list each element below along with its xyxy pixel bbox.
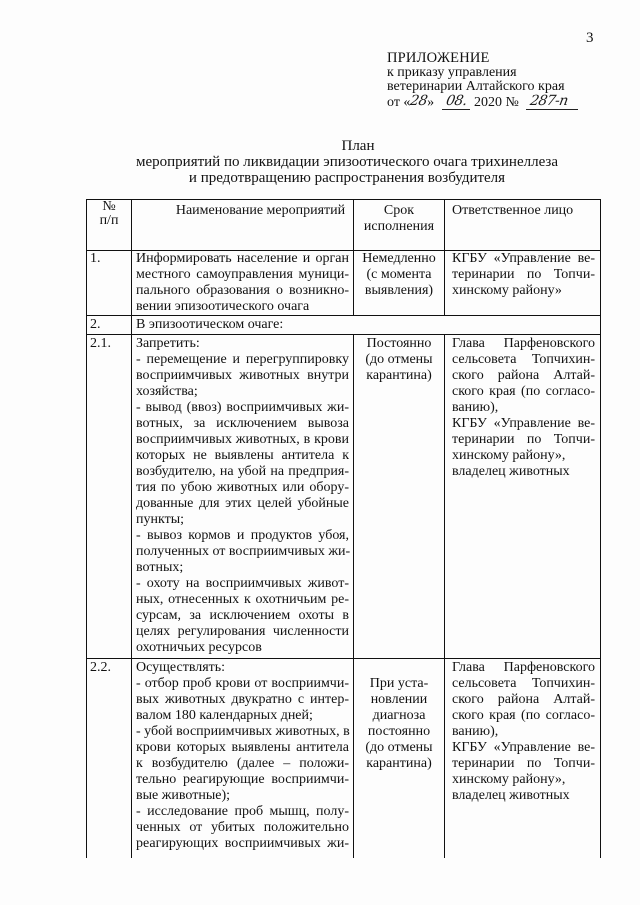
responsible-cell xyxy=(445,251,601,316)
plan-subtitle-line: и предотвращению распространения возбудителя xyxy=(188,170,506,186)
measure-line: вотных; xyxy=(136,560,184,575)
responsible-line: хинскому району» xyxy=(452,283,562,298)
header-measure-name-text: Наименование мероприятий xyxy=(175,203,346,218)
measure-line: дованные для этих целей убойные xyxy=(136,496,349,511)
measure-line: которых не выявлены антитела к xyxy=(136,448,349,463)
term-line: Постоянно xyxy=(366,336,432,351)
term-cell xyxy=(354,335,445,659)
date-prefix: от « xyxy=(387,94,411,110)
term-line: (до отмены xyxy=(365,352,433,367)
month-blank xyxy=(442,92,470,110)
term-line: (с момента xyxy=(366,267,432,282)
row-number-cell xyxy=(87,335,132,659)
row-number-cell xyxy=(87,659,132,858)
header-measure-name xyxy=(132,200,354,251)
measure-line: сурсам, за исключением охоты в xyxy=(136,608,349,623)
row-number-cell xyxy=(87,316,132,335)
responsible-line: владелец животных xyxy=(452,788,570,803)
measure-line: целях регулирования численности xyxy=(136,624,349,639)
term-line: (до отмены xyxy=(365,740,433,755)
row-number: 1. xyxy=(90,251,101,266)
measure-line: восприимчивых животных, в крови xyxy=(136,432,349,447)
header-number-line: № xyxy=(102,199,116,214)
measure-line: крови которых выявлены антитела xyxy=(136,740,349,755)
header-responsible-text: Ответственное лицо xyxy=(452,203,574,218)
row-number-cell xyxy=(87,251,132,316)
header-number-line: п/п xyxy=(99,213,119,228)
measure-line: - вывоз кормов и продуктов убоя, xyxy=(136,528,349,543)
responsible-line: владелец животных xyxy=(452,464,570,479)
term-line: диагноза xyxy=(372,708,426,723)
measure-line: полученных от восприимчивых жи- xyxy=(136,544,351,559)
responsible-line: Глава Парфеновского xyxy=(452,336,595,351)
responsible-cell xyxy=(445,335,601,659)
responsible-line: Глава Парфеновского xyxy=(452,660,595,675)
measures-table xyxy=(86,199,601,858)
responsible-line: ского района Алтай- xyxy=(452,368,595,383)
date-day-suffix: » xyxy=(427,94,435,110)
measure-line: вотных, за исключением вывоза xyxy=(136,416,349,431)
order-date-line xyxy=(387,92,582,111)
plan-heading xyxy=(97,138,597,186)
measure-line: хозяйства; xyxy=(136,384,198,399)
measure-cell xyxy=(132,251,354,316)
appendix-line-1: к приказу управления xyxy=(387,64,517,80)
measure-line: реагирующих восприимчивых жи- xyxy=(136,836,349,851)
term-cell xyxy=(354,659,445,858)
measure-line: ных, отнесенных к охотничьим ре- xyxy=(136,592,349,607)
table-body xyxy=(87,251,601,858)
measure-line: охотничьих ресурсов xyxy=(136,640,262,655)
table-row xyxy=(87,335,601,659)
row-number: 2. xyxy=(90,317,101,332)
section-title-cell xyxy=(132,316,601,335)
term-line: карантина) xyxy=(366,756,432,771)
responsible-line: ванию), xyxy=(452,724,499,739)
plan-title: План xyxy=(341,138,375,154)
table-row xyxy=(87,659,601,858)
responsible-line: теринарии по Топчи- xyxy=(452,756,595,771)
header-term xyxy=(354,200,445,251)
header-responsible xyxy=(445,200,601,251)
measure-line: местного самоуправления муници- xyxy=(136,267,349,282)
appendix-line-2: ветеринарии Алтайского края xyxy=(387,79,565,94)
measure-line: вении эпизоотического очага xyxy=(136,299,310,314)
header-term-line: Срок xyxy=(383,203,415,218)
measure-line: Информировать население и орган xyxy=(136,251,349,266)
measure-line: к возбудителю (далее – положи- xyxy=(136,756,349,771)
table-row xyxy=(87,316,601,335)
appendix-title: ПРИЛОЖЕНИЕ xyxy=(387,50,490,66)
responsible-line: ского края (по согласо- xyxy=(452,384,595,399)
section-title: В эпизоотическом очаге: xyxy=(136,317,284,332)
responsible-line: ванию), xyxy=(452,400,499,415)
measure-line: тия по убою животных или обору- xyxy=(136,480,349,495)
term-line: новлении xyxy=(370,692,428,707)
responsible-line: хинскому району», xyxy=(452,448,566,463)
responsible-line: хинскому району», xyxy=(452,772,566,787)
row-number: 2.1. xyxy=(90,336,111,351)
handwritten-order-number: 287-п xyxy=(529,92,570,109)
plan-subtitle-line: мероприятий по ликвидации эпизоотического очага трихинеллеза xyxy=(135,154,559,170)
measure-line: - перемещение и перегруппировку xyxy=(136,352,349,367)
responsible-line: ского края (по согласо- xyxy=(452,708,595,723)
responsible-line: ского района Алтай- xyxy=(452,692,595,707)
header-number xyxy=(87,200,132,251)
responsible-line: КГБУ «Управление ве- xyxy=(452,416,595,431)
measure-cell xyxy=(132,335,354,659)
order-number-blank xyxy=(526,92,577,110)
responsible-line: КГБУ «Управление ве- xyxy=(452,251,595,266)
measure-line: - охоту на восприимчивых живот- xyxy=(136,576,349,591)
table-row xyxy=(87,251,601,316)
measure-line: восприимчивых животных внутри xyxy=(136,368,349,383)
term-line: Немедленно xyxy=(362,251,436,266)
measure-line: возбудителю, на убой на предприя- xyxy=(136,464,349,479)
measure-line: Запретить: xyxy=(136,336,200,351)
measure-line: - исследование проб мышц, полу- xyxy=(136,804,349,819)
term-line: карантина) xyxy=(366,368,432,383)
measure-line: - отбор проб крови от восприимчи- xyxy=(136,676,349,691)
handwritten-month: 08. xyxy=(444,92,468,109)
responsible-line: теринарии по Топчи- xyxy=(452,267,595,282)
measure-line: пункты; xyxy=(136,512,185,527)
measure-cell xyxy=(132,659,354,858)
responsible-line: КГБУ «Управление ве- xyxy=(452,740,595,755)
term-line: выявления) xyxy=(364,283,434,298)
term-line: постоянно xyxy=(367,724,431,739)
term-line: При уста- xyxy=(369,676,429,691)
row-number: 2.2. xyxy=(90,660,111,675)
term-cell xyxy=(354,251,445,316)
measure-line: пального образования о возникно- xyxy=(136,283,349,298)
handwritten-day: 28 xyxy=(409,92,429,109)
responsible-line: сельсовета Топчихин- xyxy=(452,676,595,691)
measure-line: тельно реагирующие восприимчи- xyxy=(136,772,349,787)
measure-line: ченных от убитых положительно xyxy=(136,820,349,835)
responsible-line: теринарии по Топчи- xyxy=(452,432,595,447)
appendix-header xyxy=(387,51,582,110)
responsible-line: сельсовета Топчихин- xyxy=(452,352,595,367)
responsible-cell xyxy=(445,659,601,858)
measure-line: Осуществлять: xyxy=(136,660,226,675)
measure-line: - убой восприимчивых животных, в xyxy=(136,724,350,739)
measure-line: - вывод (ввоз) восприимчивых жи- xyxy=(136,400,349,415)
date-year: 2020 № xyxy=(474,94,519,110)
measure-line: вых животных двукратно с интер- xyxy=(136,692,349,707)
page-number: 3 xyxy=(586,30,594,46)
header-term-line: исполнения xyxy=(363,219,435,234)
measure-line: валом 180 календарных дней; xyxy=(136,708,313,723)
table-header-row xyxy=(87,200,601,251)
measure-line: вые животные); xyxy=(136,788,231,803)
